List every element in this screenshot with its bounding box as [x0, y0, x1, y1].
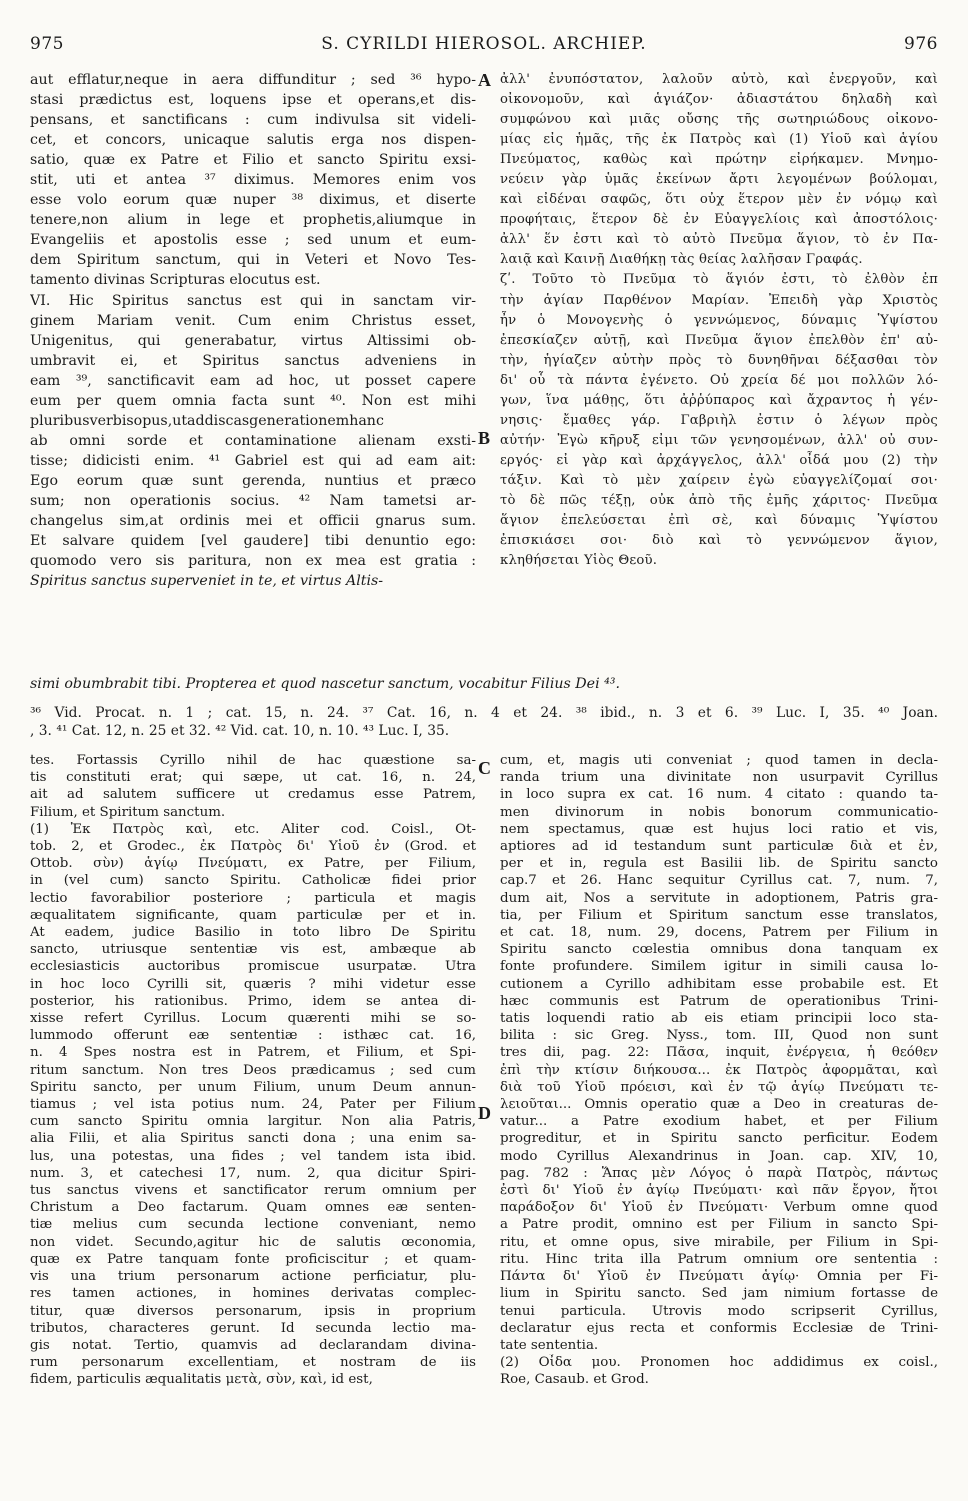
- text-line: VI. Hic Spiritus sanctus est qui in sanctam vir-: [30, 292, 476, 309]
- text-line: αὐτήν· Ἐγὼ κῆρυξ εἰμι τῶν γενησομένων, ἀλλ' οὐ συν-: [500, 432, 938, 448]
- text-line: bilita : sic Greg. Nyss., tom. III, Quod non sunt: [500, 1028, 938, 1044]
- text-line: men divinorum in nobis bonorum communicatio-: [500, 804, 938, 820]
- text-line: Et salvare quidem [vel gaudere] tibi denuntio ego:: [30, 533, 476, 550]
- text-line: satio, quæ ex Patre et Filio et sancto Spiritu exsi-: [30, 152, 476, 169]
- text-line: in hoc loco Cyrilli sit, quæris ? mihi videtur esse: [30, 976, 476, 992]
- text-line: παράδοξον δι' Υἱοῦ ἐν Πνεύματι· Verbum omne quod: [500, 1200, 938, 1216]
- text-line: fonte profundere. Similem igitur in simili causa lo-: [500, 959, 938, 975]
- latin-text-continuation: [30, 674, 938, 694]
- margin-letter-c: C: [478, 758, 491, 778]
- text-line: tres dii, pag. 22: Πᾶσα, inquit, ἐνέργεια, ἡ θεόθεν: [500, 1045, 938, 1061]
- text-line: τὴν, ἡγίαζεν αὐτὴν πρὸς τὸ δυνηθῆναι δέξασθαι τὸν: [500, 352, 938, 368]
- text-line: tes. Fortassis Cyrillo nihil de hac quæstione sa-: [30, 753, 476, 768]
- text-line: quæ ex Patre tanquam fonte proficiscitur ; et quam-: [30, 1251, 476, 1267]
- text-line: progreditur, et in Spiritu sancto perficitur. Eodem: [500, 1131, 938, 1147]
- text-line: (1) Ἐκ Πατρὸς καὶ, etc. Aliter cod. Coisl., Ot-: [30, 821, 476, 837]
- text-line: stit, uti et antea ³⁷ diximus. Memores enim vos: [30, 172, 476, 189]
- text-line: aptiores ad id testandum sunt particulæ διὰ et ἐν,: [500, 839, 938, 855]
- text-line: Unigenitus, qui generabatur, virtus Altissimi ob-: [30, 332, 476, 349]
- text-line: lus, una potestas, una fides ; vel tandem ista ibid.: [30, 1148, 476, 1164]
- text-line: nem spectamus, quæ est hujus loci ratio et vis,: [500, 821, 938, 837]
- text-line: Πνεύματος, καθὼς καὶ πρώτην εἰρήκαμεν. Μνημο-: [500, 152, 938, 168]
- text-line: tis constituti erat; qui sæpe, ut cat. 16, n. 24,: [30, 770, 476, 786]
- notes-right-column: [500, 752, 938, 1492]
- text-line: τὸ δὲ πῶς τέξῃ, οὐκ ἀπὸ τῆς ἐμῆς χάριτος· Πνεῦμα: [500, 492, 938, 508]
- text-line: Ottob. σὺν) ἁγίῳ Πνεύματι, ex Patre, per Filium,: [30, 856, 476, 872]
- text-line: esse volo eorum quæ nuper ³⁸ diximus, et diserte: [30, 192, 476, 209]
- text-line: posterior, his rationibus. Primo, idem se antea di-: [30, 993, 476, 1009]
- text-line: λειοῦται... Omnis operatio quæ a Deo in creaturas de-: [500, 1097, 938, 1113]
- text-line: dum ait, Nos a servitute in adoptionem, Patris gra-: [500, 890, 938, 906]
- footnote-ref-line: ³⁶ Vid. Procat. n. 1 ; cat. 15, n. 24. ³⁷ Cat. 16, n. 4 et 24. ³⁸ ibid., n. 3 et 6. ³⁹ Luc. I, 35. ⁴⁰ Joan.: [30, 705, 938, 721]
- text-line: ἅγιον ἐπελεύσεται ἐπὶ σὲ, καὶ δύναμις Ὑψίστου: [500, 513, 938, 529]
- text-line: διὰ τοῦ Υἱοῦ πρόεισι, καὶ ἐν τῷ ἁγίῳ Πνεύματι τε-: [500, 1079, 938, 1095]
- text-line: καὶ εἰδέναι σαφῶς, ὅτι οὐχ ἕτερον μὲν ἐν νόμῳ καὶ: [500, 192, 938, 208]
- text-line: ἀλλ' ἕν ἐστι καὶ τὸ αὐτὸ Πνεῦμα ἅγιον, τὸ ἐν Πα-: [500, 232, 938, 248]
- text-line: tenui particula. Utrovis modo scripserit Cyrillus,: [500, 1303, 938, 1319]
- footnote-ref-line: , 3. ⁴¹ Cat. 12, n. 25 et 32. ⁴² Vid. cat. 10, n. 10. ⁴³ Luc. I, 35.: [30, 723, 450, 739]
- text-line: non videt. Secundo,agitur hic de salutis œconomia,: [30, 1234, 476, 1250]
- text-line: γων, ἵνα μάθῃς, ὅτι ἀῤῥύπαρος καὶ ἄχραντος ἡ γέν-: [500, 392, 938, 408]
- latin-tail-line: simi obumbrabit tibi. Propterea et quod nascetur sanctum, vocabitur Filius Dei ⁴³.: [30, 676, 621, 692]
- text-line: randa trium una divinitate non usurpavit Cyrillus: [500, 770, 938, 786]
- text-line: ginem Mariam venit. Cum enim Christus esset,: [30, 312, 476, 329]
- text-line: modo Cyrillus Alexandrinus in Joan. cap. XIV, 10,: [500, 1148, 938, 1164]
- text-line: lectio favorabilior posteriore ; particula et magis: [30, 890, 476, 906]
- text-line: (2) Οἶδα μου. Pronomen hoc addidimus ex coisl.,: [500, 1355, 938, 1371]
- text-line: pluribusverbisopus,utaddiscasgenerationemhanc: [30, 412, 384, 429]
- text-line: vis una trium personarum actione perficiatur, plu-: [30, 1269, 476, 1285]
- page-number-right: 976: [904, 34, 938, 54]
- text-line: Spiritu sancto, per unum Filium, unum Deum annun-: [30, 1079, 476, 1095]
- text-line: ritu. Hinc trita illa Patrum omnium ore sententia :: [500, 1251, 938, 1267]
- text-line: ritum sanctum. Non tres Deos prædicamus ; sed cum: [30, 1062, 476, 1078]
- text-line: Spiritus sanctus superveniet in te, et virtus Altis-: [30, 573, 384, 590]
- text-line: rum personarum excellentiam, et nostram de iis: [30, 1355, 476, 1371]
- margin-letter-a: A: [478, 70, 491, 90]
- text-line: ecclesiasticis auctoribus promiscue usurpatæ. Utra: [30, 959, 476, 975]
- text-line: declaratur ejus recta et conformis Ecclesiæ de Trini-: [500, 1320, 938, 1336]
- text-line: δι' οὗ τὰ πάντα ἐγένετο. Οὐ χρεία δέ μοι πολλῶν λό-: [500, 372, 938, 388]
- text-line: lummodo offerunt eæ sententiæ : isthæc cat. 16,: [30, 1028, 476, 1044]
- text-line: cet, et concors, unicaque salutis erga nos dispen-: [30, 132, 476, 149]
- text-line: tus sanctus vivens et sanctificator rerum omnium per: [30, 1183, 476, 1199]
- text-line: a Patre prodit, omnino est per Filium in sancto Spi-: [500, 1217, 938, 1233]
- text-line: pensans, et sanctificans : cum indivulsa sit videli-: [30, 112, 476, 129]
- text-line: μίας εἰς ἡμᾶς, τῆς ἐκ Πατρὸς καὶ (1) Υἱοῦ καὶ ἁγίου: [500, 132, 938, 148]
- text-line: κληθήσεται Υἱὸς Θεοῦ.: [500, 553, 658, 569]
- text-line: quomodo vero sis paritura, non ex mea est gratia :: [30, 553, 476, 570]
- text-line: cum sancto Spiritu omnia largitur. Non alia Patris,: [30, 1114, 476, 1130]
- text-line: sum; non operationis socius. ⁴² Nam tametsi ar-: [30, 492, 476, 509]
- text-line: res tamen actiones, in homines derivatas complec-: [30, 1286, 476, 1302]
- text-line: tob. 2, et Grodec., ἐκ Πατρὸς δι' Υἱοῦ ἐν (Grod. et: [30, 839, 476, 855]
- text-line: cap.7 et 26. Hanc sequitur Cyrillus cat. 7, num. 7,: [500, 873, 938, 889]
- text-line: num. 3, et catechesi 17, num. 2, qua dicitur Spiri-: [30, 1165, 476, 1181]
- text-line: Ego eorum quæ sunt gerenda, nuntius et præco: [30, 472, 476, 489]
- text-line: tia, per Filium et Spiritum sanctum esse translatos,: [500, 907, 938, 923]
- text-line: in (vel cum) sancto Spiritu. Catholicæ fidei prior: [30, 873, 476, 889]
- text-line: eum per quem omnia facta sunt ⁴⁰. Non est mihi: [30, 392, 476, 409]
- page-number-left: 975: [30, 34, 64, 54]
- text-line: Spiritu sancto cœlestia omnibus dona tanquam ex: [500, 942, 938, 958]
- text-line: εργός· εἰ γὰρ καὶ ἀρχάγγελος, ἀλλ' οἶδά μου (2) τὴν: [500, 452, 938, 468]
- text-line: in loco supra ex cat. 16 num. 4 citato : quando ta-: [500, 787, 938, 803]
- greek-text-column: [500, 70, 938, 576]
- text-line: οἰκονομοῦν, καὶ ἁγιάζον· ἀδιαστάτου δηλαδὴ καὶ: [500, 92, 938, 108]
- text-line: ἀλλ' ἐνυπόστατον, λαλοῦν αὐτὸ, καὶ ἐνεργοῦν, καὶ: [500, 72, 938, 87]
- text-line: gis notat. Tertio, quamvis ad declarandam divina-: [30, 1337, 476, 1353]
- text-line: tributos, characteres gerunt. Id secunda lectio ma-: [30, 1320, 476, 1336]
- latin-text-column: [30, 70, 476, 596]
- notes-left-column: [30, 752, 476, 1492]
- text-line: titur, quæ diversos personarum, ipsis in proprium: [30, 1303, 476, 1319]
- text-line: At eadem, judice Basilio in toto libro De Spiritu: [30, 925, 476, 941]
- text-line: pag. 782 : Ἅπας μὲν Λόγος ὁ παρὰ Πατρὸς, πάντως: [500, 1165, 938, 1181]
- text-line: ritu, et omne opus, sive mirabile, per Filium in Spi-: [500, 1234, 938, 1250]
- text-line: ait ad salutem sufficere ut credamus esse Patrem,: [30, 787, 476, 803]
- text-line: νησις· ἔμαθες γάρ. Γαβριὴλ ἐστιν ὁ λέγων πρὸς: [500, 412, 938, 428]
- margin-letter-d: D: [478, 1103, 491, 1123]
- text-line: Roe, Casaub. et Grod.: [500, 1372, 649, 1388]
- text-line: ἐστὶ δι' Υἱοῦ ἐν ἁγίῳ Πνεύματι· καὶ πᾶν ἔργον, ἤτοι: [500, 1183, 938, 1199]
- text-line: Evangeliis et apostolis esse ; sed unum et eum-: [30, 232, 476, 249]
- text-line: cutionem a Cyrillo adhibitam esse probabile est. Et: [500, 976, 938, 992]
- text-line: eam ³⁹, sanctificavit eam ad hoc, ut posset capere: [30, 372, 476, 389]
- text-line: τάξιν. Καὶ τὸ μὲν χαίρειν ἐγὼ εὐαγγελίζομαί σοι·: [500, 472, 938, 488]
- text-line: per et in, regula est Basilii lib. de Spiritu sancto: [500, 856, 938, 872]
- text-line: νεύειν γὰρ ὑμᾶς ἐκείνων ἄρτι λεγομένων βούλομαι,: [500, 172, 938, 188]
- text-line: λαιᾷ καὶ Καινῇ Διαθήκῃ τὰς θείας λαλῆσαν Γραφάς.: [500, 252, 863, 268]
- text-line: stasi prædictus est, loquens ipse et operans,et dis-: [30, 92, 476, 109]
- text-line: τὴν ἁγίαν Παρθένον Μαρίαν. Ἐπειδὴ γὰρ Χριστὸς: [500, 292, 938, 308]
- text-line: dem Spiritum sanctum, qui in Veteri et Novo Tes-: [30, 252, 476, 269]
- text-line: tatis loquendi ratio ab eis etiam principii loco sta-: [500, 1011, 938, 1027]
- text-line: προφήταις, ἕτερον δὲ ἐν Εὐαγγελίοις καὶ ἀποστόλοις·: [500, 212, 938, 228]
- text-line: umbravit ei, et Spiritus sanctus adveniens in: [30, 352, 476, 369]
- text-line: ἐπισκιάσει σοι· διὸ καὶ τὸ γεννώμενον ἅγιον,: [500, 533, 938, 549]
- text-line: συμφώνου καὶ μιᾶς οὔσης τῆς σωτηριώδους οἰκονο-: [500, 112, 938, 128]
- text-line: Filium, et Spiritum sanctum.: [30, 804, 226, 820]
- text-line: ζʹ. Τοῦτο τὸ Πνεῦμα τὸ ἅγιόν ἐστι, τὸ ἐλθὸν ἐπ: [500, 272, 938, 288]
- text-line: tiamus ; vel ista potius num. 24, Pater per Filium: [30, 1097, 476, 1113]
- running-header: [30, 34, 938, 58]
- text-line: æqualitatem significante, quam particulæ per et in.: [30, 907, 476, 923]
- text-line: Christum a Deo factarum. Quam omnes eæ senten-: [30, 1200, 476, 1216]
- text-line: Πάντα δι' Υἱοῦ ἐν Πνεύματι ἁγίῳ· Omnia per Fi-: [500, 1269, 938, 1285]
- text-line: ἐπεσκίαζεν αὐτῇ, καὶ Πνεῦμα ἅγιον ἐπελθὸν ἐπ' αὐ-: [500, 332, 938, 348]
- text-line: ab omni sorde et contaminatione alienam exsti-: [30, 432, 476, 449]
- text-line: ἦν ὁ Μονογενὴς ὁ γεννώμενος, δύναμις Ὑψίστου: [500, 312, 938, 328]
- text-line: ἐπὶ τὴν κτίσιν διήκουσα... ἐκ Πατρὸς ἀφορμᾶται, καὶ: [500, 1062, 938, 1078]
- text-line: alia Filii, et alia Spiritus sancti dona ; una enim sa-: [30, 1131, 476, 1147]
- text-line: changelus sim,at ordinis mei et officii gnarus sum.: [30, 513, 476, 530]
- text-line: hæc communis est Patrum de operationibus Trini-: [500, 993, 938, 1009]
- text-line: tisse; didicisti enim. ⁴¹ Gabriel est qui ad eam ait:: [30, 452, 476, 469]
- text-line: tamento divinas Scripturas elocutus est.: [30, 272, 321, 289]
- text-line: n. 4 Spes nostra est in Patrem, et Filium, et Spi-: [30, 1045, 476, 1061]
- text-line: lium in Spiritu sancto. Sed jam nimium fortasse de: [500, 1286, 938, 1302]
- text-line: xisse refert Cyrillus. Locum quærenti mihi se so-: [30, 1011, 476, 1027]
- footnote-references: [30, 704, 938, 740]
- text-line: aut efflatur,neque in aera diffunditur ; sed ³⁶ hypo-: [30, 72, 476, 88]
- text-line: vatur... a Patre exodium habet, et per Filium: [500, 1114, 938, 1130]
- margin-letter-b: B: [478, 428, 491, 448]
- text-line: cum, et, magis uti conveniat ; quod tamen in decla-: [500, 753, 938, 768]
- running-title: S. CYRILDI HIEROSOL. ARCHIEP.: [321, 34, 647, 54]
- text-line: fidem, particulis æqualitatis μετὰ, σὺν, καὶ, id est,: [30, 1372, 373, 1388]
- text-line: tate sententia.: [500, 1337, 599, 1353]
- text-line: sancto, utriusque sententiæ vis est, ambæque ab: [30, 942, 476, 958]
- text-line: tiæ melius cum secunda lectione conveniant, nemo: [30, 1217, 476, 1233]
- text-line: et cat. 18, num. 29, docens, Patrem per Filium in: [500, 925, 938, 941]
- text-line: tenere,non alium in lege et prophetis,aliumque in: [30, 212, 476, 229]
